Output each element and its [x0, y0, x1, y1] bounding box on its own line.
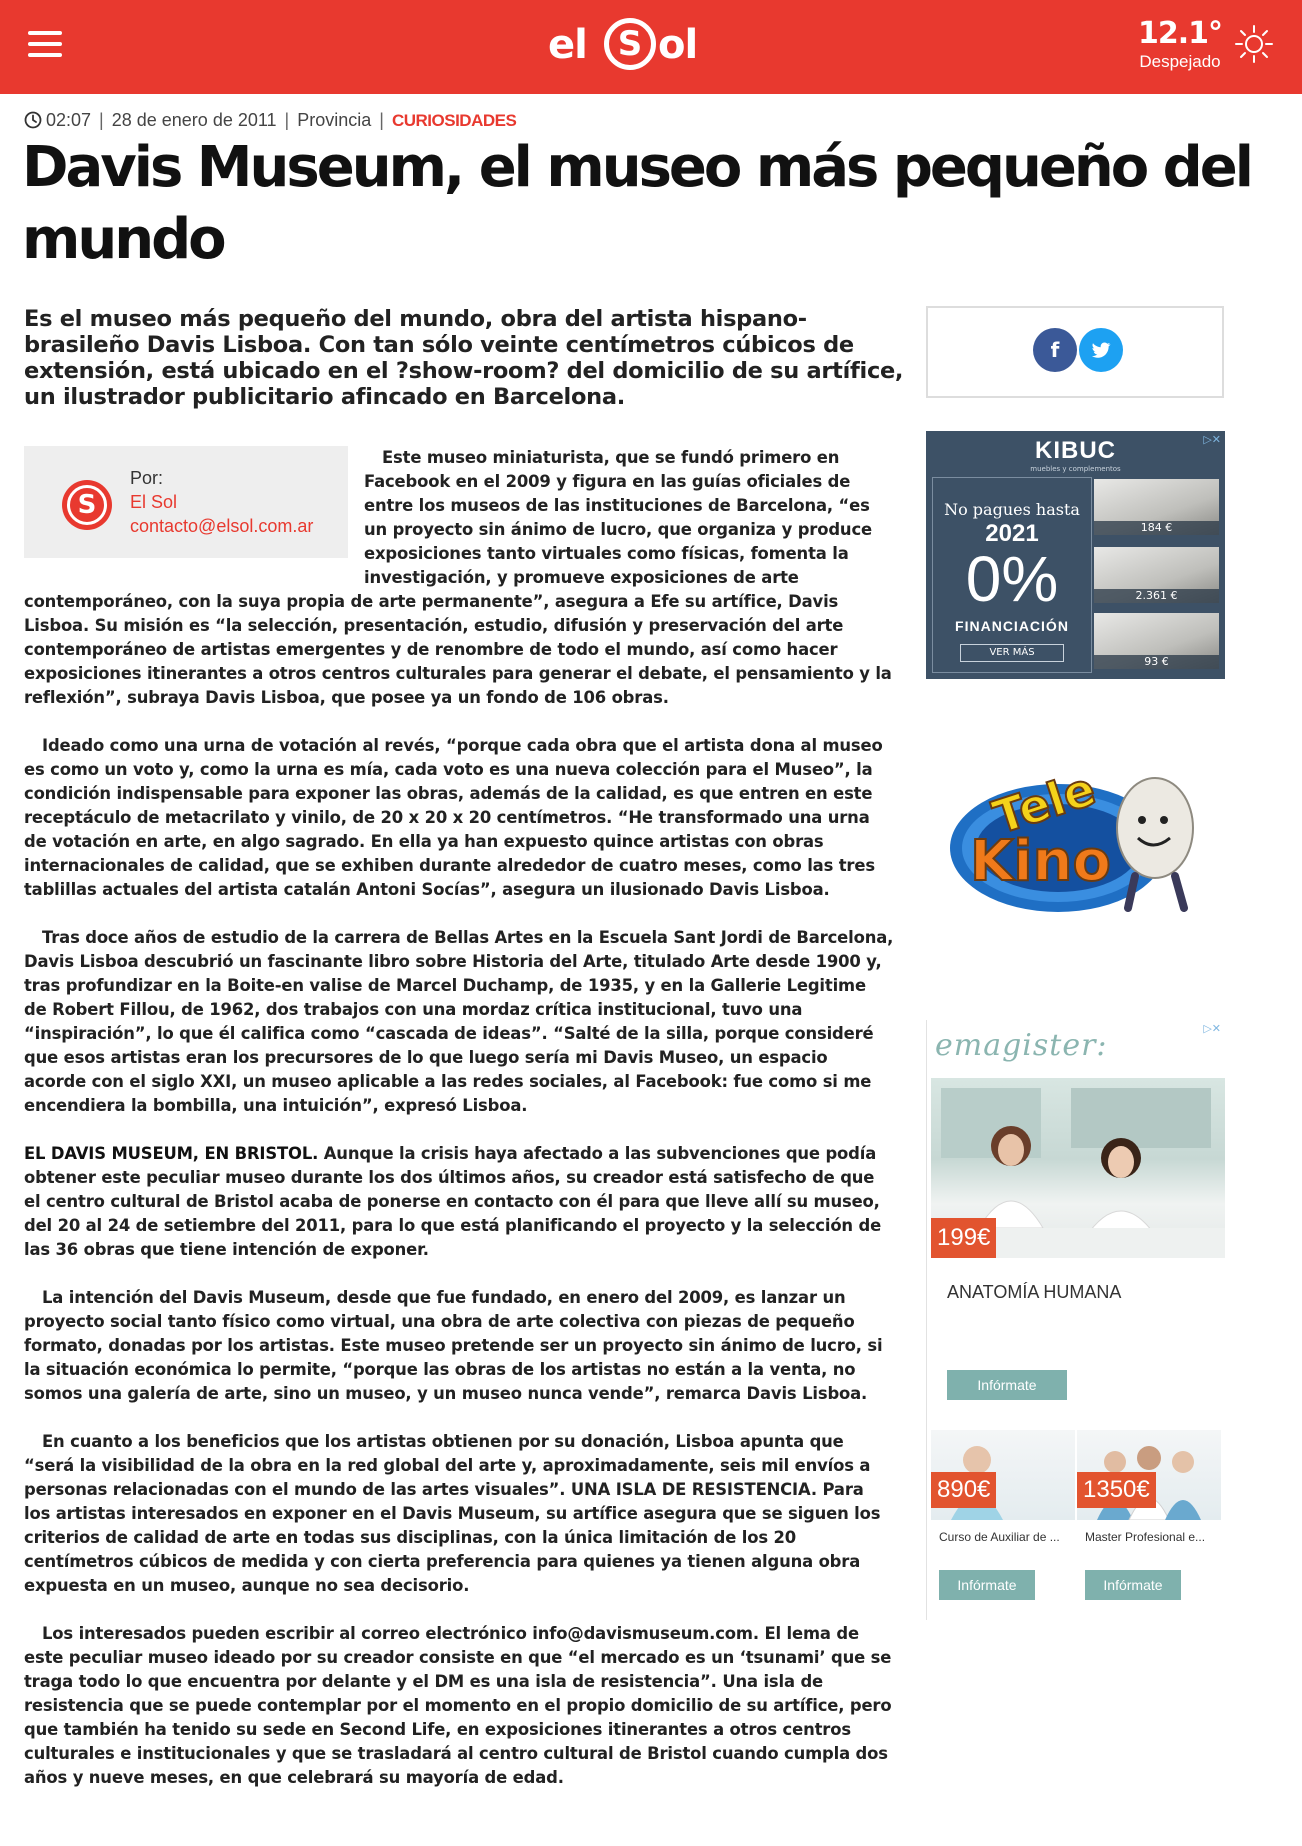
adchoices-icon[interactable]: ▷✕: [1203, 1022, 1221, 1035]
author-name[interactable]: El Sol: [130, 492, 178, 512]
ad-informate-button[interactable]: Infórmate: [939, 1570, 1035, 1600]
ad-informate-button[interactable]: Infórmate: [947, 1370, 1067, 1400]
ad-product-price: 2.361 €: [1094, 589, 1219, 603]
logo-s-badge: [604, 18, 656, 70]
sun-icon: [1234, 24, 1274, 64]
ad-course-title[interactable]: Master Profesional e...: [1085, 1530, 1206, 1544]
ad-emagister[interactable]: [926, 1020, 1225, 1620]
article-paragraph: En cuanto a los beneficios que los artistas obtienen por su donación, Lisboa apunta que “será la visibilidad de la obra en la red global del arte y, aproximadamente, seis mil envíos a personas relacionadas con el mundo de las artes visuales”. UNA ISLA DE RESISTENCIA. Para los artistas interesados en exponer en el Davis Museum, su artífice asegura que se siguen los criterios de calidad de arte en todas sus disciplinas, con la única limitación de los 20 centímetros cúbicos de medida y con cierta preferencia para quienes ya tienen alguna obra expuesta en un museo, aunque no sea decisorio.: [24, 1432, 881, 1595]
ad-product-tile[interactable]: [1094, 479, 1219, 535]
article-lead: Es el museo más pequeño del mundo, obra del artista hispano-brasileño Davis Lisboa. Con tan sólo veinte centímetros cúbicos de extensión, está ubicado en el ?show-room? del domicilio de su artífice, un ilustrador publicitario afincado en Barcelona.: [24, 306, 904, 410]
site-logo[interactable]: [548, 16, 698, 76]
ad-brand-sub: muebles y complementos: [1030, 465, 1121, 473]
author-avatar-letter: S: [67, 485, 107, 525]
author-email[interactable]: contacto@elsol.com.ar: [130, 516, 314, 536]
logo-s-letter: S: [617, 24, 643, 64]
ad-course-title[interactable]: ANATOMÍA HUMANA: [947, 1282, 1122, 1302]
article-paragraph: Este museo miniaturista, que se fundó primero en Facebook en el 2009 y figura en las guías oficiales de entre los museos de las instituciones de Barcelona, “es un proyecto sin ánimo de lucro, que organiza y produce exposiciones tanto virtuales como físicas, fomenta la investigación, y promueve exposiciones de arte contemporáneo, con la suya propia de arte permanente”, asegura a Efe su artífice, Davis Lisboa. Su misión es “la selección, presentación, estudio, difusión y preservación del arte contemporáneo de artistas emergentes y de renombre de todo el mundo, así como hacer exposiciones itinerantes a otros centros culturales para generar el debate, el pensamiento y la reflexión”, subraya Davis Lisboa, que posee ya un fondo de 106 obras.: [24, 448, 892, 707]
twitter-share-button[interactable]: [1079, 328, 1123, 372]
telekino-logo[interactable]: [940, 740, 1210, 920]
menu-icon[interactable]: [28, 31, 62, 57]
ad-product-tile[interactable]: [1094, 613, 1219, 669]
article-paragraph-bristol: EL DAVIS MUSEUM, EN BRISTOL. Aunque la crisis haya afectado a las subvenciones que podía obtener este peculiar museo durante los dos últimos años, su creador está satisfecho de que el centro cultural de Bristol acaba de ponerse en contacto con él para que lleve allí su museo, del 20 al 24 de setiembre del 2011, para lo que está planificando el proyecto y la selección de las 36 obras que tiene intención de exponer.: [24, 1144, 882, 1259]
article-paragraph: La intención del Davis Museum, desde que fue fundado, en enero del 2009, es lanzar un proyecto social tanto físico como virtual, una obra de arte colectiva con piezas de pequeño formato, donadas por los artistas. Este museo pretende ser un proyecto sin ánimo de lucro, si la situación económica lo permite, “porque las obras de los artistas no están a la venta, no somos una galería de arte, sino un museo, y un museo nunca vende”, remarca Davis Lisboa.: [24, 1288, 883, 1403]
ad-course-price: 1350€: [1077, 1472, 1156, 1508]
ad-offer-year: 2021: [985, 520, 1039, 547]
telekino-text-kino: Kino: [970, 829, 1111, 894]
article-date: 28 de enero de 2011: [111, 110, 277, 130]
ad-cta-button[interactable]: VER MÁS: [960, 644, 1064, 662]
ad-product-price: 93 €: [1094, 655, 1219, 669]
ad-informate-button[interactable]: Infórmate: [1085, 1570, 1181, 1600]
weather-description: Despejado: [1139, 52, 1221, 71]
top-header: [0, 0, 1302, 94]
ad-product-price: 184 €: [1094, 521, 1219, 535]
article-subhead: EL DAVIS MUSEUM, EN BRISTOL.: [24, 1144, 319, 1163]
article-paragraph: Tras doce años de estudio de la carrera de Bellas Artes en la Escuela Sant Jordi de Barcelona, Davis Lisboa descubrió un fascinante libro sobre Historia del Arte, titulado Arte desde 1900 y, tras profundizar en la Boite-en valise de Marcel Duchamp, de 1935, y en la Gallerie Legitime de Robert Fillou, de 1962, dos trabajos con una mordaz crítica institucional, tuvo una “inspiración”, lo que él califica como “cascada de ideas”. “Salté de la silla, porque consideré que esos artistas eran los precursores de lo que luego sería mi Davis Museo, un espacio acorde con el siglo XXI, un museo aplicable a las redes sociales, al Facebook: fue como si me encendiera la bombilla, una intuición”, expresó Lisboa.: [24, 928, 894, 1115]
article-body: [24, 446, 894, 1814]
ad-course-price: 890€: [931, 1472, 996, 1508]
article-paragraph: Los interesados pueden escribir al correo electrónico info@davismuseum.com. El lema de este peculiar museo ideado por su creador consiste en que “el mercado es un ‘tsunami’ que se traga todo lo que encuentra por delante y el DM es una isla de resistencia”. Una isla de resistencia que se puede contemplar por el momento en el propio domicilio de su artífice, pero que también ha tenido su sede en Second Life, en exposiciones itinerantes a otros centros culturales e institucionales y que se trasladará al centro cultural de Bristol cuando cumpla dos años y nueve meses, en que celebrará su mayoría de edad.: [24, 1624, 892, 1787]
article-category[interactable]: CURIOSIDADES: [391, 111, 517, 130]
logo-text-right: ol: [658, 22, 698, 68]
ad-offer-financing: FINANCIACIÓN: [955, 618, 1069, 634]
twitter-bird-icon: [1090, 339, 1112, 361]
article-section[interactable]: Provincia: [297, 110, 372, 130]
adchoices-icon[interactable]: ▷✕: [1203, 433, 1221, 446]
share-box: [926, 306, 1224, 398]
article-paragraph: Ideado como una urna de votación al revés, “porque cada obra que el artista dona al museo es como un voto y, como la urna es mía, cada voto es una nueva colección para el Museo”, la condición indispensable para exponer las obras, además de la calidad, es que entren en este receptáculo de metacrilato y vinilo, de 20 x 20 x 20 centímetros. “He transformado una urna de votación en arte, en algo sagrado. En ella ya han expuesto quince artistas con obras internacionales de calidad, que se exhiben durante alrededor de cuatro meses, como las tres tablillas actuales del artista catalán Antoni Socías”, asegura un ilusionado Davis Lisboa.: [24, 736, 883, 899]
ad-brand: KIBUC: [1035, 437, 1116, 464]
weather-temperature: 12.1°: [1137, 16, 1222, 51]
article-title: Davis Museum, el museo más pequeño del mundo: [22, 135, 1251, 272]
telekino-text-tele: Tele: [986, 761, 1102, 845]
ad-offer-box: [932, 477, 1092, 673]
logo-text-left: el: [548, 22, 587, 68]
ad-course-price: 199€: [931, 1218, 996, 1258]
ad-course-title[interactable]: Curso de Auxiliar de ...: [939, 1530, 1060, 1544]
ad-brand: emagister:: [935, 1028, 1108, 1063]
ad-offer-percent: 0%: [965, 543, 1059, 615]
ad-kibuc[interactable]: [926, 431, 1225, 679]
author-label: Por:: [130, 468, 164, 488]
ad-offer-line: No pagues hasta: [944, 500, 1080, 519]
article-meta: 02:07 | 28 de enero de 2011 | Provincia | CURIOSIDADES: [24, 110, 516, 131]
ad-product-tile[interactable]: [1094, 547, 1219, 603]
clock-icon: [24, 111, 42, 129]
weather-widget: [1138, 16, 1222, 72]
article-time: 02:07: [46, 110, 92, 130]
facebook-share-button[interactable]: f: [1033, 328, 1077, 372]
